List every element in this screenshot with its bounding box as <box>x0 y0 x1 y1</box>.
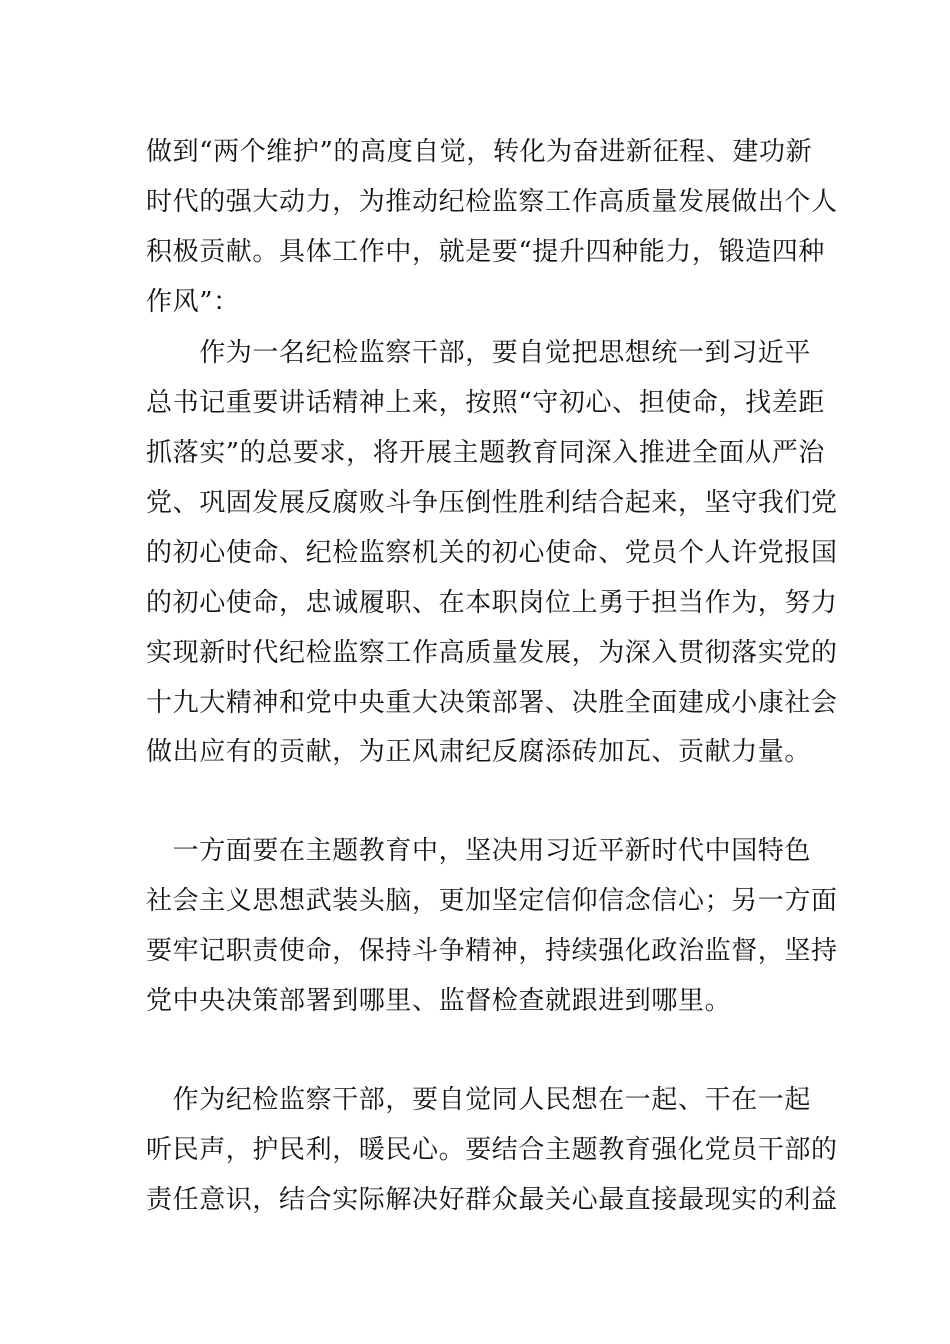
text-line: 抓落实”的总要求，将开展主题教育同深入推进全面从严治 <box>146 438 825 468</box>
text-line: 听民声，护民利，暖民心。要结合主题教育强化党员干部的 <box>146 1135 838 1165</box>
text-line: 做出应有的贡献，为正风肃纪反腐添砖加瓦、贡献力量。 <box>146 737 812 767</box>
text-line: 一方面要在主题教育中，坚决用习近平新时代中国特色 <box>146 836 812 866</box>
text-line: 责任意识，结合实际解决好群众最关心最直接最现实的利益 <box>146 1185 838 1215</box>
text-line: 党中央决策部署到哪里、监督检查就跟进到哪里。 <box>146 986 732 1016</box>
text-line: 作为一名纪检监察干部，要自觉把思想统一到习近平 <box>146 338 812 368</box>
text-line: 总书记重要讲话精神上来，按照“守初心、担使命，找差距 <box>146 388 825 418</box>
text-line: 的初心使命，忠诚履职、在本职岗位上勇于担当作为，努力 <box>146 588 838 618</box>
text-line: 作为纪检监察干部，要自觉同人民想在一起、干在一起 <box>146 1085 812 1115</box>
text-line: 十九大精神和党中央重大决策部署、决胜全面建成小康社会 <box>146 688 838 718</box>
text-line: 作风”： <box>146 287 240 317</box>
text-line: 要牢记职责使命，保持斗争精神，持续强化政治监督，坚持 <box>146 936 838 966</box>
text-line: 的初心使命、纪检监察机关的初心使命、党员个人许党报国 <box>146 538 838 568</box>
text-line: 党、巩固发展反腐败斗争压倒性胜利结合起来，坚守我们党 <box>146 488 838 518</box>
text-line: 实现新时代纪检监察工作高质量发展，为深入贯彻落实党的 <box>146 638 838 668</box>
text-line: 时代的强大动力，为推动纪检监察工作高质量发展做出个人 <box>146 187 838 217</box>
text-line: 社会主义思想武装头脑，更加坚定信仰信念信心；另一方面 <box>146 886 838 916</box>
text-line: 做到“两个维护”的高度自觉，转化为奋进新征程、建功新 <box>146 137 813 167</box>
text-line: 积极贡献。具体工作中，就是要“提升四种能力，锻造四种 <box>146 237 825 267</box>
